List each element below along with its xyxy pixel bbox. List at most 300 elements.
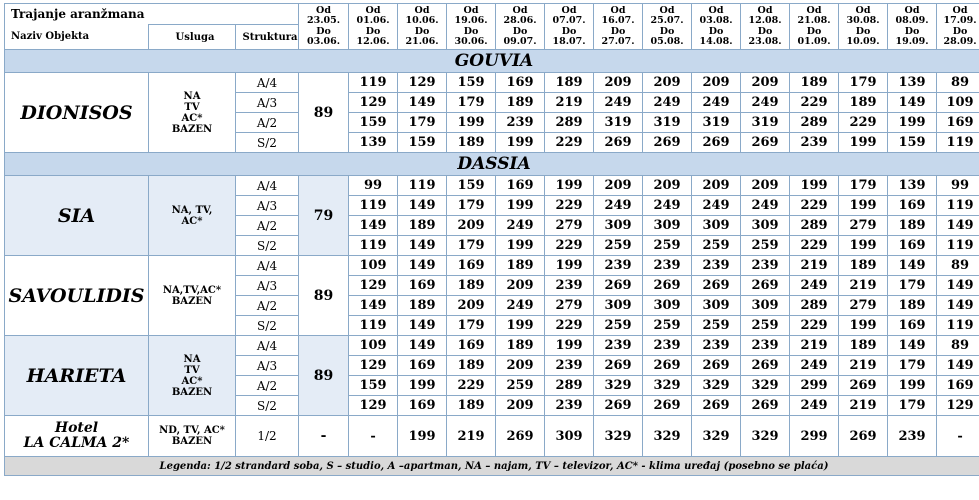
price-cell: 199: [545, 176, 594, 196]
table-title: Trajanje aranžmana: [5, 4, 299, 25]
price-cell: 219: [790, 336, 839, 356]
legend-row: [5, 457, 979, 476]
price-cell: 209: [496, 276, 545, 296]
price-cell: 119: [937, 133, 979, 153]
period-header: [545, 4, 594, 50]
structure-cell: S/2: [236, 133, 299, 153]
price-cell: 329: [692, 416, 741, 457]
service-line: BAZEN: [171, 436, 213, 447]
price-cell: 199: [839, 196, 888, 216]
price-cell: 219: [839, 356, 888, 376]
price-cell: 219: [790, 256, 839, 276]
period-to: 05.08.: [650, 36, 684, 47]
price-cell: 159: [349, 376, 398, 396]
structure-cell: A/4: [236, 176, 299, 196]
price-cell: 219: [839, 396, 888, 416]
price-cell: 199: [545, 336, 594, 356]
period-to: 28.09.: [943, 36, 977, 47]
price-cell: 239: [594, 256, 643, 276]
price-cell: 149: [937, 216, 979, 236]
price-cell: 189: [545, 73, 594, 93]
price-cell: 269: [692, 276, 741, 296]
price-cell: 269: [643, 356, 692, 376]
price-cell: 109: [349, 256, 398, 276]
price-cell: 269: [692, 356, 741, 376]
price-cell: 169: [398, 276, 447, 296]
price-cell: 209: [594, 176, 643, 196]
service-line: AC*: [181, 375, 203, 387]
price-cell: 249: [790, 356, 839, 376]
price-cell: 179: [888, 356, 937, 376]
period-header: [839, 4, 888, 50]
price-cell: 179: [398, 113, 447, 133]
price-cell: 159: [447, 176, 496, 196]
price-cell: 169: [398, 396, 447, 416]
period-from: 03.08.: [699, 15, 733, 26]
price-cell: 229: [545, 236, 594, 256]
price-cell: 159: [398, 133, 447, 153]
price-cell: 129: [937, 396, 979, 416]
price-cell: 199: [496, 316, 545, 336]
structure-cell: A/3: [236, 356, 299, 376]
price-cell: 249: [496, 216, 545, 236]
hotel-services: [149, 336, 236, 416]
price-cell: 259: [692, 316, 741, 336]
price-cell: 189: [447, 133, 496, 153]
period-to: 21.06.: [405, 36, 439, 47]
period-from: 28.06.: [503, 15, 537, 26]
period-do: Do: [757, 25, 773, 37]
period-from: 08.09.: [895, 15, 929, 26]
price-cell: 119: [937, 316, 979, 336]
price-cell: 189: [496, 256, 545, 276]
price-cell: 209: [496, 396, 545, 416]
structure-cell: S/2: [236, 396, 299, 416]
period-od: Od: [463, 4, 479, 16]
price-cell: -: [349, 416, 398, 457]
price-cell: 269: [594, 276, 643, 296]
period-to: 18.07.: [552, 36, 586, 47]
price-cell: -: [937, 416, 979, 457]
price-cell: 319: [594, 113, 643, 133]
price-cell: 259: [594, 316, 643, 336]
price-cell: 269: [594, 133, 643, 153]
price-cell: 239: [741, 256, 790, 276]
price-cell: 279: [545, 296, 594, 316]
price-cell: 199: [398, 376, 447, 396]
price-cell: 259: [741, 236, 790, 256]
price-cell: 219: [447, 416, 496, 457]
price-cell: 199: [545, 256, 594, 276]
period-od: Od: [757, 4, 773, 16]
first-period-price: 89: [299, 336, 349, 416]
price-cell: 269: [741, 133, 790, 153]
price-cell: 159: [349, 113, 398, 133]
hotel-services: [149, 176, 236, 256]
price-cell: 209: [594, 73, 643, 93]
hotel-name: [5, 336, 149, 416]
price-cell: 329: [692, 376, 741, 396]
price-cell: 159: [447, 73, 496, 93]
table-row: [5, 336, 979, 356]
price-cell: 189: [447, 276, 496, 296]
price-cell: 279: [545, 216, 594, 236]
period-do: Do: [561, 25, 577, 37]
period-header: [790, 4, 839, 50]
period-do: Do: [952, 25, 968, 37]
period-od: Od: [659, 4, 675, 16]
price-cell: 169: [937, 376, 979, 396]
price-cell: 89: [937, 256, 979, 276]
price-cell: 209: [447, 296, 496, 316]
price-cell: 319: [741, 113, 790, 133]
period-do: Do: [855, 25, 871, 37]
period-header: [398, 4, 447, 50]
period-header: [937, 4, 979, 50]
service-line: NA,TV,AC*: [162, 284, 222, 296]
price-cell: 259: [643, 236, 692, 256]
price-cell: 99: [349, 176, 398, 196]
price-cell: 239: [888, 416, 937, 457]
price-cell: 299: [790, 376, 839, 396]
price-cell: 259: [496, 376, 545, 396]
price-cell: 149: [937, 276, 979, 296]
price-cell: 259: [741, 316, 790, 336]
region-row: [5, 153, 979, 176]
price-cell: 119: [349, 196, 398, 216]
price-cell: 269: [839, 416, 888, 457]
price-cell: 149: [398, 316, 447, 336]
price-cell: 199: [496, 196, 545, 216]
period-to: 19.09.: [895, 36, 929, 47]
price-cell: 89: [937, 73, 979, 93]
price-cell: 209: [692, 176, 741, 196]
period-from: 25.07.: [650, 15, 684, 26]
price-cell: 189: [496, 336, 545, 356]
price-cell: 149: [398, 236, 447, 256]
period-od: Od: [512, 4, 528, 16]
price-cell: 149: [398, 93, 447, 113]
price-cell: 309: [741, 296, 790, 316]
price-cell: 239: [692, 336, 741, 356]
price-cell: 169: [888, 236, 937, 256]
price-cell: 149: [888, 336, 937, 356]
period-do: Do: [659, 25, 675, 37]
price-cell: 149: [888, 93, 937, 113]
period-do: Do: [316, 25, 331, 37]
hotel-services: [149, 256, 236, 336]
first-period-price: 79: [299, 176, 349, 256]
price-cell: 149: [398, 196, 447, 216]
price-cell: 189: [398, 216, 447, 236]
price-cell: 279: [839, 216, 888, 236]
period-do: Do: [708, 25, 724, 37]
hotel-name: [5, 73, 149, 153]
price-cell: 259: [594, 236, 643, 256]
price-cell: 199: [839, 133, 888, 153]
price-cell: 149: [937, 296, 979, 316]
period-from: 30.08.: [846, 15, 880, 26]
hotel-name-line: DIONISOS: [20, 101, 133, 124]
price-cell: 119: [937, 196, 979, 216]
period-from: 07.07.: [552, 15, 586, 26]
price-cell: 269: [594, 356, 643, 376]
service-line: AC*: [181, 215, 203, 227]
price-cell: 169: [447, 256, 496, 276]
period-header: [692, 4, 741, 50]
price-cell: 199: [398, 416, 447, 457]
price-cell: 229: [447, 376, 496, 396]
price-cell: 189: [839, 93, 888, 113]
price-cell: 209: [447, 216, 496, 236]
price-cell: 199: [888, 113, 937, 133]
price-cell: 309: [594, 296, 643, 316]
price-cell: 99: [937, 176, 979, 196]
price-cell: 329: [741, 376, 790, 396]
table-row: [5, 416, 979, 457]
period-do: Do: [414, 25, 430, 37]
first-period-price: -: [299, 416, 349, 457]
first-period-price: 89: [299, 73, 349, 153]
table-row: [5, 73, 979, 93]
service-line: NA, TV,: [171, 204, 213, 216]
period-od: Od: [610, 4, 626, 16]
hotel-name-line: LA CALMA 2*: [23, 435, 130, 451]
period-header: [888, 4, 937, 50]
price-cell: 279: [839, 296, 888, 316]
price-cell: 209: [741, 73, 790, 93]
price-cell: 289: [790, 216, 839, 236]
hotel-name-line: SAVOULIDIS: [8, 284, 145, 307]
price-cell: 169: [496, 73, 545, 93]
price-cell: 269: [594, 396, 643, 416]
price-cell: 329: [643, 416, 692, 457]
region-name: DASSIA: [5, 153, 979, 176]
region-name: GOUVIA: [5, 50, 979, 73]
hotel-services: [149, 416, 236, 457]
price-cell: 169: [888, 196, 937, 216]
structure-cell: 1/2: [236, 416, 299, 457]
price-cell: 229: [790, 236, 839, 256]
structure-cell: A/2: [236, 216, 299, 236]
price-cell: 239: [545, 356, 594, 376]
period-do: Do: [610, 25, 626, 37]
structure-cell: A/3: [236, 276, 299, 296]
price-cell: 199: [496, 236, 545, 256]
price-cell: 129: [349, 276, 398, 296]
service-line: TV: [184, 364, 200, 376]
price-cell: 269: [741, 276, 790, 296]
period-od: Od: [316, 4, 331, 16]
price-cell: 269: [643, 133, 692, 153]
period-from: 10.06.: [405, 15, 439, 26]
price-cell: 229: [790, 93, 839, 113]
table-row: [5, 176, 979, 196]
period-to: 03.06.: [306, 36, 341, 47]
price-cell: 149: [398, 336, 447, 356]
hotel-name-line: SIA: [57, 204, 96, 227]
price-cell: 149: [398, 256, 447, 276]
period-do: Do: [365, 25, 381, 37]
price-cell: 239: [496, 113, 545, 133]
column-header: Naziv Objekta: [5, 25, 149, 50]
period-header: [447, 4, 496, 50]
price-cell: 169: [937, 113, 979, 133]
price-cell: 199: [839, 236, 888, 256]
price-cell: 189: [496, 93, 545, 113]
price-cell: 249: [741, 196, 790, 216]
price-cell: 229: [790, 316, 839, 336]
first-period-price: 89: [299, 256, 349, 336]
hotel-name: [5, 256, 149, 336]
price-cell: 159: [888, 133, 937, 153]
period-header: [349, 4, 398, 50]
price-cell: 239: [741, 336, 790, 356]
price-cell: 179: [888, 396, 937, 416]
price-cell: 249: [741, 93, 790, 113]
price-table: [4, 3, 979, 476]
price-cell: 109: [349, 336, 398, 356]
period-od: Od: [952, 4, 968, 16]
service-line: AC*: [181, 112, 203, 124]
price-cell: 189: [790, 73, 839, 93]
price-cell: 119: [398, 176, 447, 196]
price-cell: 229: [545, 133, 594, 153]
price-cell: 249: [594, 196, 643, 216]
price-cell: 119: [937, 236, 979, 256]
structure-cell: A/4: [236, 336, 299, 356]
price-cell: 119: [349, 236, 398, 256]
price-cell: 89: [937, 336, 979, 356]
price-cell: 189: [839, 336, 888, 356]
price-cell: 149: [888, 256, 937, 276]
price-cell: 309: [594, 216, 643, 236]
period-from: 01.06.: [356, 15, 390, 26]
price-cell: 179: [447, 236, 496, 256]
price-cell: 259: [643, 316, 692, 336]
price-cell: 199: [447, 113, 496, 133]
price-cell: 129: [398, 73, 447, 93]
price-cell: 199: [790, 176, 839, 196]
price-cell: 169: [496, 176, 545, 196]
period-do: Do: [512, 25, 528, 37]
period-od: Od: [561, 4, 577, 16]
price-cell: 199: [839, 316, 888, 336]
price-cell: 269: [692, 133, 741, 153]
period-header: [741, 4, 790, 50]
period-to: 10.09.: [846, 36, 880, 47]
price-cell: 249: [643, 93, 692, 113]
price-cell: 189: [447, 396, 496, 416]
structure-cell: A/2: [236, 376, 299, 396]
service-line: BAZEN: [171, 295, 213, 307]
column-header: Usluga: [149, 25, 236, 50]
price-cell: 129: [349, 93, 398, 113]
period-od: Od: [708, 4, 724, 16]
service-line: NA: [183, 90, 201, 102]
price-cell: 239: [545, 396, 594, 416]
price-cell: 239: [692, 256, 741, 276]
price-cell: 289: [790, 113, 839, 133]
period-od: Od: [414, 4, 430, 16]
price-cell: 269: [839, 376, 888, 396]
price-cell: 229: [839, 113, 888, 133]
hotel-name: [5, 416, 149, 457]
price-cell: 329: [594, 416, 643, 457]
price-cell: 169: [888, 316, 937, 336]
price-cell: 289: [790, 296, 839, 316]
price-cell: 269: [496, 416, 545, 457]
price-cell: 309: [545, 416, 594, 457]
structure-cell: A/4: [236, 256, 299, 276]
price-cell: 119: [349, 73, 398, 93]
price-cell: 149: [349, 296, 398, 316]
service-line: TV: [184, 101, 200, 113]
price-cell: 239: [643, 336, 692, 356]
price-cell: 119: [349, 316, 398, 336]
price-cell: 169: [447, 336, 496, 356]
price-cell: 269: [643, 276, 692, 296]
period-od: Od: [904, 4, 920, 16]
price-cell: 309: [741, 216, 790, 236]
price-cell: 319: [643, 113, 692, 133]
price-cell: 269: [643, 396, 692, 416]
price-cell: 209: [643, 176, 692, 196]
price-cell: 139: [888, 73, 937, 93]
legend-text: Legenda: 1/2 strandard soba, S – studio, A –apartman, NA – najam, TV – televizor, AC* - klima uređaj (posebno se plaća): [5, 457, 979, 476]
hotel-name-line: HARIETA: [26, 364, 127, 387]
price-cell: 109: [937, 93, 979, 113]
price-cell: 179: [888, 276, 937, 296]
period-from: 12.08.: [748, 15, 782, 26]
price-cell: 139: [349, 133, 398, 153]
price-cell: 229: [545, 196, 594, 216]
price-cell: 149: [349, 216, 398, 236]
price-cell: 189: [888, 216, 937, 236]
hotel-name: [5, 176, 149, 256]
price-cell: 269: [741, 356, 790, 376]
period-header: [594, 4, 643, 50]
price-cell: 239: [643, 256, 692, 276]
price-cell: 129: [349, 356, 398, 376]
structure-cell: A/2: [236, 113, 299, 133]
price-cell: 309: [643, 296, 692, 316]
period-from: 16.07.: [601, 15, 635, 26]
price-cell: 249: [692, 196, 741, 216]
price-cell: 309: [692, 296, 741, 316]
price-cell: 249: [790, 276, 839, 296]
header-row: [5, 4, 979, 25]
column-header: Struktura: [236, 25, 299, 50]
price-cell: 249: [496, 296, 545, 316]
price-cell: 139: [888, 176, 937, 196]
price-cell: 249: [790, 396, 839, 416]
price-cell: 249: [594, 93, 643, 113]
region-row: [5, 50, 979, 73]
price-cell: 209: [496, 356, 545, 376]
price-cell: 189: [839, 256, 888, 276]
price-cell: 239: [790, 133, 839, 153]
price-cell: 329: [594, 376, 643, 396]
period-od: Od: [855, 4, 871, 16]
price-cell: 249: [643, 196, 692, 216]
period-to: 09.07.: [503, 36, 537, 47]
price-cell: 209: [741, 176, 790, 196]
structure-cell: A/3: [236, 93, 299, 113]
period-header: [299, 4, 349, 50]
period-from: 23.05.: [306, 15, 341, 26]
price-cell: 209: [692, 73, 741, 93]
